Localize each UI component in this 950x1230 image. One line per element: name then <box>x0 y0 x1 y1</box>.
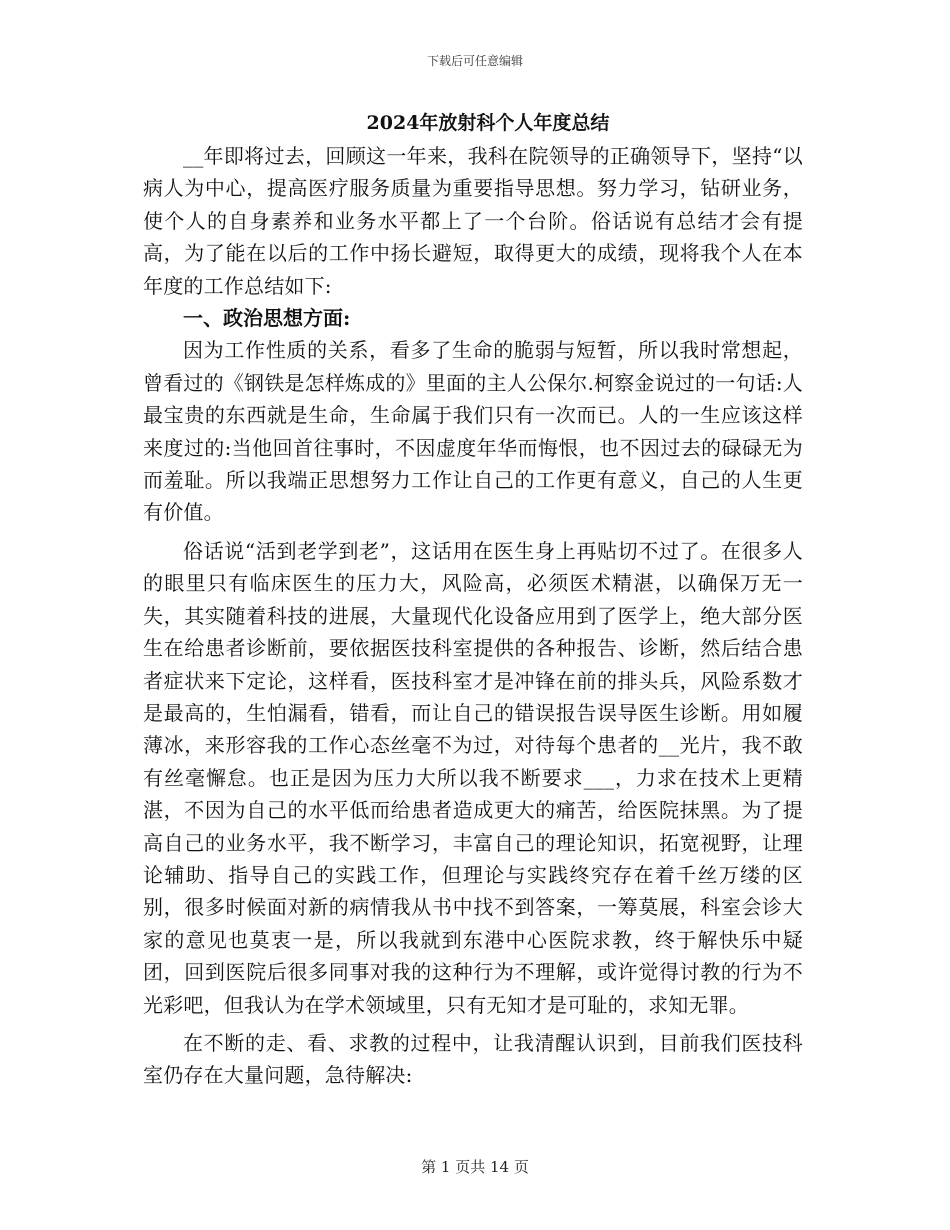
intro-paragraph: __年即将过去，回顾这一年来，我科在院领导的正确领导下，坚持“以病人为中心，提高医疗服务质量为重要指导思想。努力学习，钻研业务，使个人的自身素养和业务水平都上了一个台阶。俗话说有总结才会有提高，为了能在以后的工作中扬长避短，取得更大的成绩，现将我个人在本年度的工作总结如下: <box>143 144 803 298</box>
paragraph-2: 俗话说“活到老学到老”，这话用在医生身上再贴切不过了。在很多人的眼里只有临床医生的压力大，风险高，必须医术精湛，以确保万无一失，其实随着科技的进展，大量现代化设备应用到了医学上，绝大部分医生在给患者诊断前，要依据医技科室提供的各种报告、诊断，然后结合患者症状来下定论，这样看，医技科室才是冲锋在前的排头兵，风险系数才是最高的，生怕漏看，错看，而让自己的错误报告误导医生诊断。用如履薄冰，来形容我的工作心态丝毫不为过，对待每个患者的__光片，我不敢有丝毫懈怠。也正是因为压力大所以我不断要求___，力求在技术上更精湛，不因为自己的水平低而给患者造成更大的痛苦，给医院抹黑。为了提高自己的业务水平，我不断学习，丰富自己的理论知识，拓宽视野，让理论辅助、指导自己的实践工作，但理论与实践终究存在着千丝万缕的区别，很多时候面对新的病情我从书中找不到答案，一筹莫展，科室会诊大家的意见也莫衷一是，所以我就到东港中心医院求教，终于解快乐中疑团，回到医院后很多同事对我的这种行为不理解，或许觉得讨教的行为不光彩吧，但我认为在学术领域里，只有无知才是可耻的，求知无罪。 <box>143 538 803 1017</box>
paragraph-1: 因为工作性质的关系，看多了生命的脆弱与短暂，所以我时常想起，曾看过的《钢铁是怎样炼成的》里面的主人公保尔.柯察金说过的一句话:人最宝贵的东西就是生命，生命属于我们只有一次而已。人的一生应该这样来度过的:当他回首往事时，不因虚度年华而悔恨，也不因过去的碌碌无为而羞耻。所以我端正思想努力工作让自己的工作更有意义，自己的人生更有价值。 <box>143 338 803 525</box>
paragraph-3: 在不断的走、看、求教的过程中，让我清醒认识到，目前我们医技科室仍存在大量问题，急待解决: <box>143 1030 803 1088</box>
document-title: 2024年放射科个人年度总结 <box>366 112 610 134</box>
header-note: 下载后可任意编辑 <box>426 54 523 68</box>
section-heading-politics: 一、政治思想方面: <box>183 306 351 331</box>
document-body <box>143 108 803 1092</box>
page-footer: 第 1 页共 14 页 <box>421 1158 529 1176</box>
